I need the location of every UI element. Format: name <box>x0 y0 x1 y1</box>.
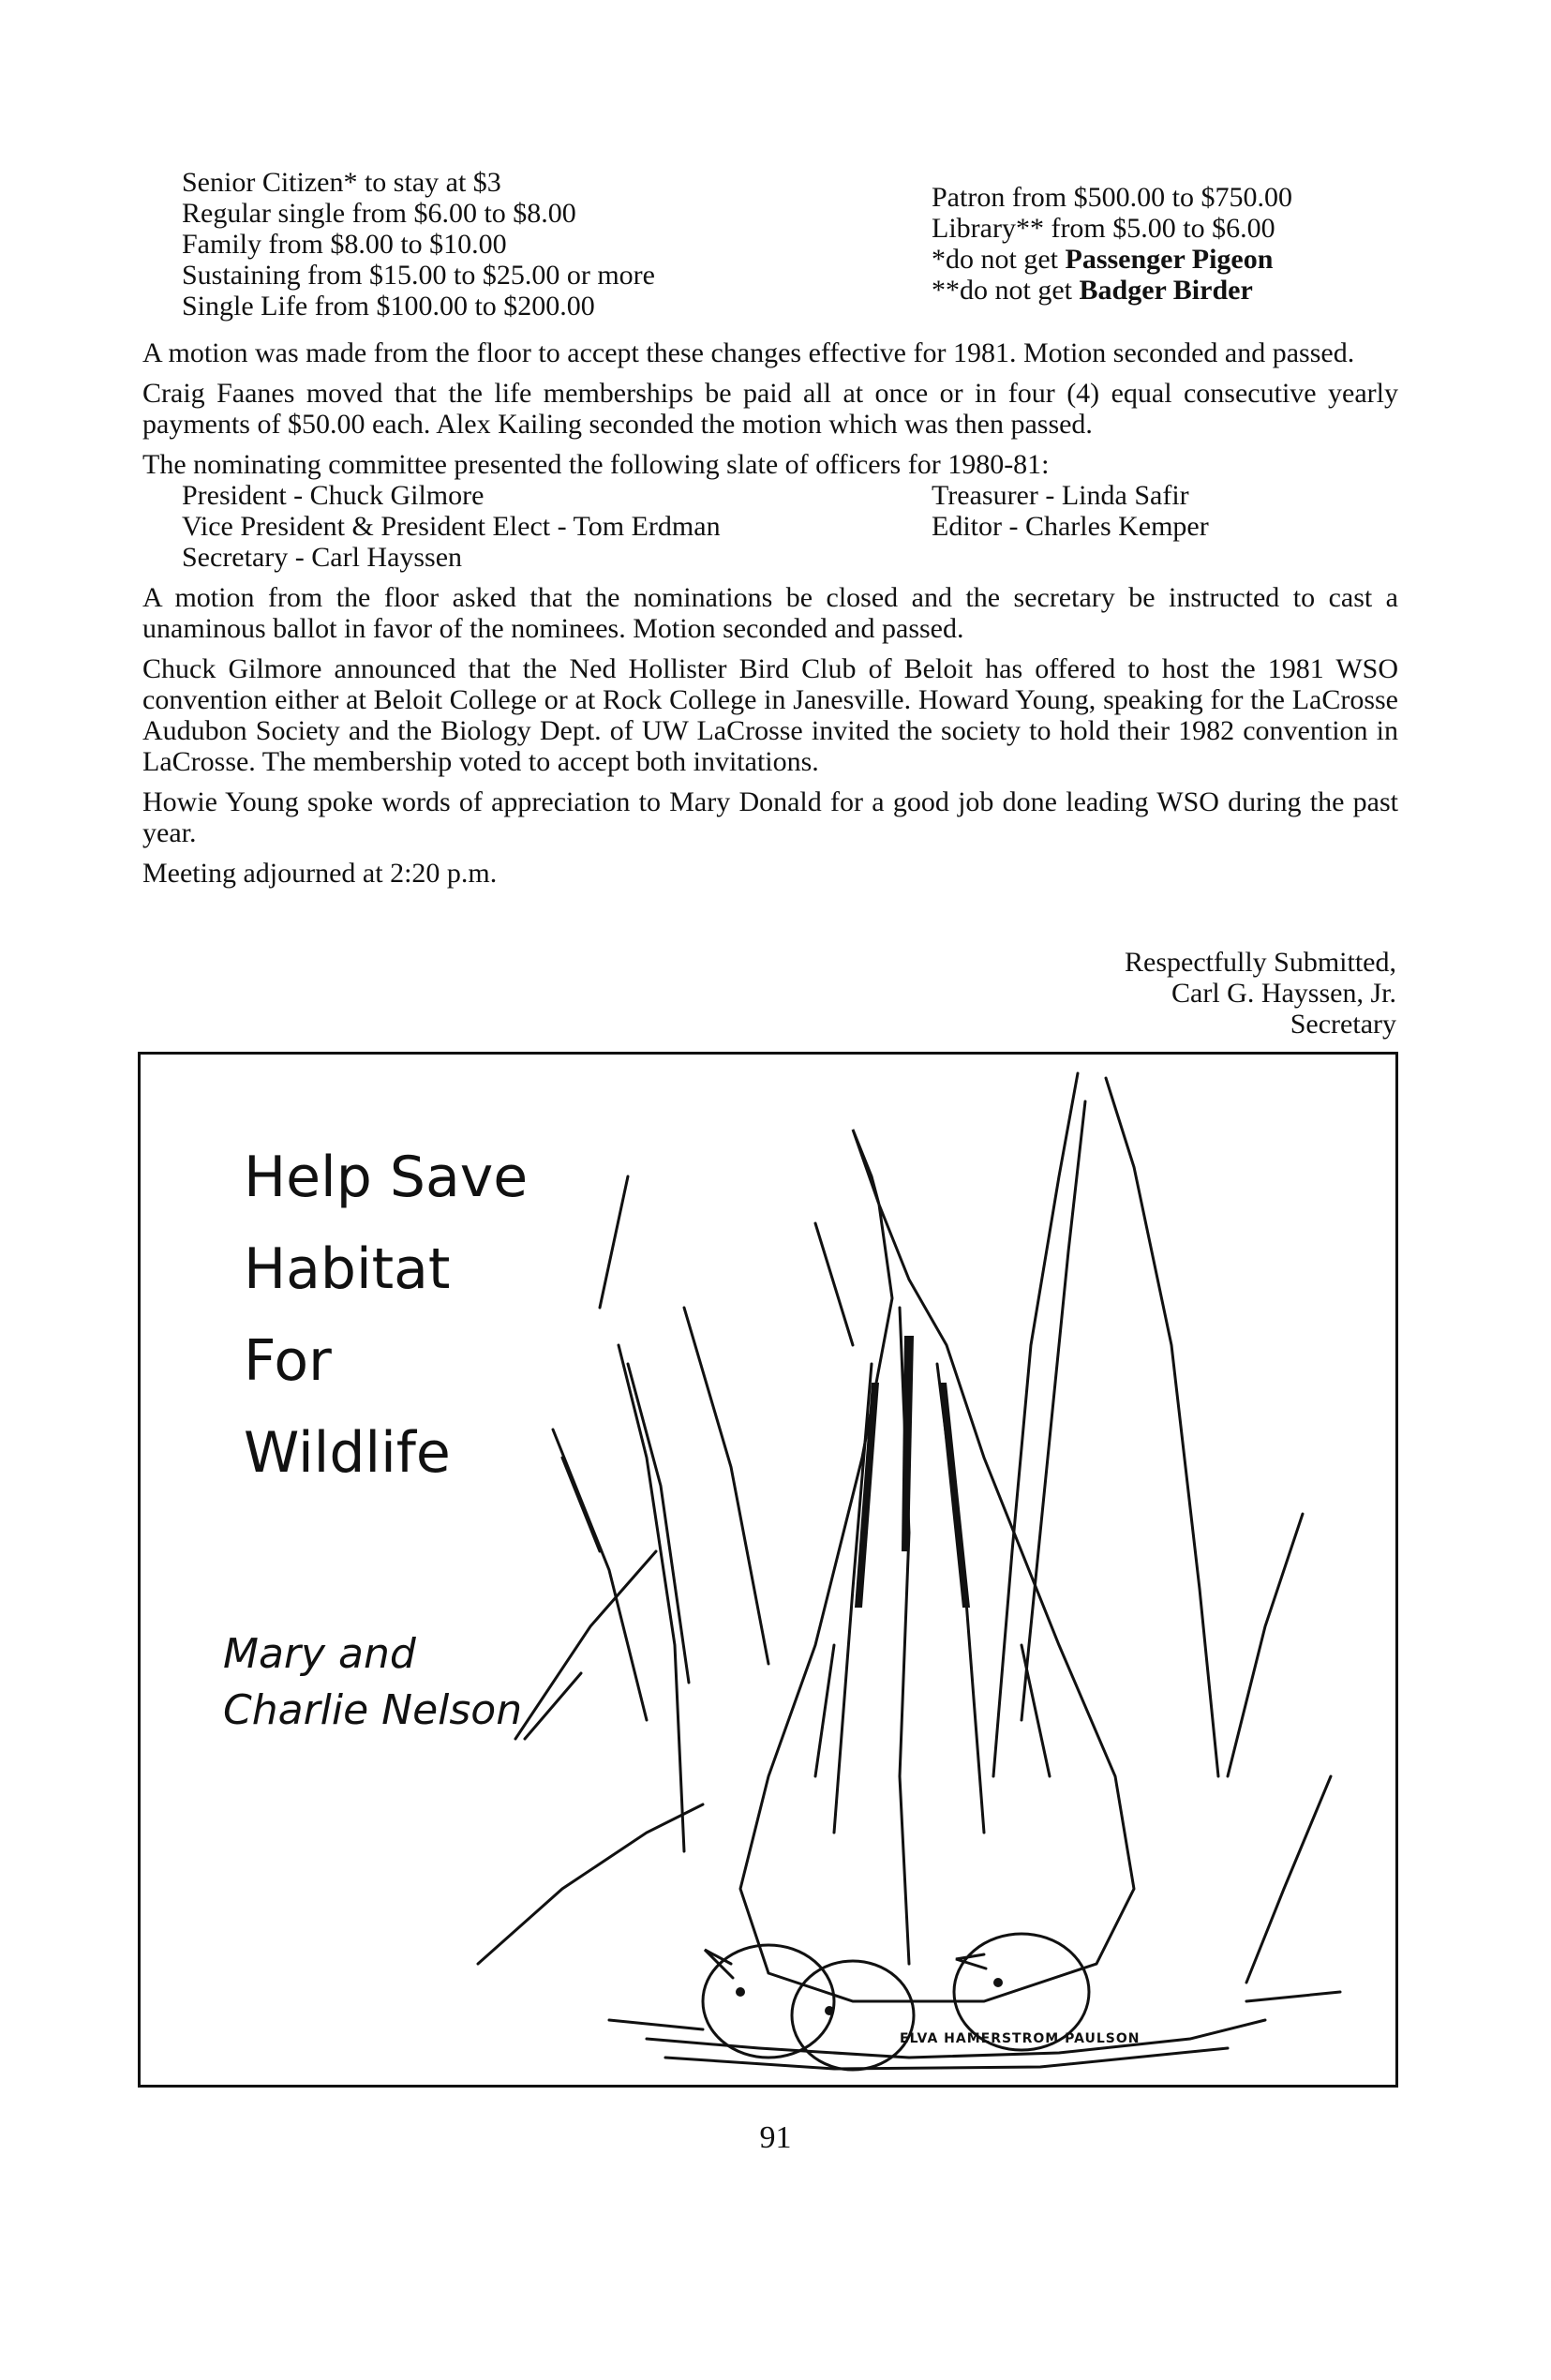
advertisement-box <box>138 1052 1398 2088</box>
officer-editor: Editor - Charles Kemper <box>932 511 1209 542</box>
officer-treasurer: Treasurer - Linda Safir <box>932 480 1189 511</box>
signature-line: Respectfully Submitted, <box>1125 947 1396 978</box>
fee-item: Sustaining from $15.00 to $25.00 or more <box>182 260 655 291</box>
fee-item: Regular single from $6.00 to $8.00 <box>182 198 576 229</box>
paragraph-adjourned: Meeting adjourned at 2:20 p.m. <box>142 858 498 889</box>
fee-item-patron: Patron from $500.00 to $750.00 <box>932 182 1292 213</box>
ad-headline <box>244 1131 528 1499</box>
officer-left-column <box>182 480 721 573</box>
paragraph-motion-accept: A motion was made from the floor to accept these changes effective for 1981. Motion seconded and passed. <box>142 337 1355 368</box>
fee-item-library: Library** from $5.00 to $6.00 <box>932 213 1275 244</box>
footnote-text: **do not get <box>932 275 1080 306</box>
paragraph-life-memberships: Craig Faanes moved that the life memberships be paid all at once or in four (4) equal consecutive yearly payments of $50.00 each. Alex Kailing seconded the motion which was then passed. <box>142 378 1398 440</box>
bittern-with-chicks-illustration <box>459 1064 1396 2086</box>
publication-name: Passenger Pigeon <box>1065 244 1274 275</box>
minutes-text <box>142 167 1398 898</box>
ad-headline-line: Habitat <box>244 1236 451 1302</box>
fee-footnote-2 <box>932 275 1419 306</box>
officer-right-column <box>932 480 1209 542</box>
officer-president: President - Chuck Gilmore <box>182 480 485 511</box>
ad-headline-line: Help Save <box>244 1145 529 1210</box>
ad-sponsor <box>223 1626 522 1739</box>
footnote-text: *do not get <box>932 244 1066 275</box>
officer-slate <box>142 480 1398 573</box>
paragraph-appreciation: Howie Young spoke words of appreciation to Mary Donald for a good job done leading WSO during the past year. <box>142 786 1398 848</box>
officer-secretary: Secretary - Carl Hayssen <box>182 542 463 573</box>
fee-item: Single Life from $100.00 to $200.00 <box>182 291 595 322</box>
paragraph-conventions: Chuck Gilmore announced that the Ned Hollister Bird Club of Beloit has offered to host the 1981 WSO convention either at Beloit College or at Rock College in Janesville. Howard Young, speaking for the LaCrosse Audubon Society and the Biology Dept. of UW LaCrosse invited the society to hold their 1982 convention in LaCrosse. The membership voted to accept both invitations. <box>142 653 1398 777</box>
ad-headline-line: For <box>244 1328 332 1394</box>
ad-sponsor-line: Charlie Nelson <box>223 1686 523 1734</box>
signature-title: Secretary <box>1290 1009 1396 1040</box>
membership-fee-list <box>142 167 1398 337</box>
fee-item: Family from $8.00 to $10.00 <box>182 229 507 260</box>
fee-list-left <box>182 167 950 322</box>
paragraph-nominations-closed: A motion from the floor asked that the nominations be closed and the secretary be instructed to cast a unaminous ballot in favor of the nominees. Motion seconded and passed. <box>142 582 1398 644</box>
artist-signature: ELVA HAMERSTROM PAULSON <box>900 2031 1141 2046</box>
fee-list-right <box>932 182 1419 306</box>
paragraph-nominating: The nominating committee presented the following slate of officers for 1980-81: <box>142 449 1050 480</box>
signature-name: Carl G. Hayssen, Jr. <box>1171 978 1396 1009</box>
fee-item: Senior Citizen* to stay at $3 <box>182 167 501 198</box>
signature-block <box>1012 947 1396 1040</box>
ad-headline-line: Wildlife <box>244 1420 451 1486</box>
page-number: 91 <box>759 2120 792 2155</box>
fee-footnote-1 <box>932 244 1419 275</box>
ad-sponsor-line: Mary and <box>223 1630 416 1678</box>
officer-vice-president: Vice President & President Elect - Tom Erdman <box>182 511 721 542</box>
publication-name: Badger Birder <box>1079 275 1253 306</box>
